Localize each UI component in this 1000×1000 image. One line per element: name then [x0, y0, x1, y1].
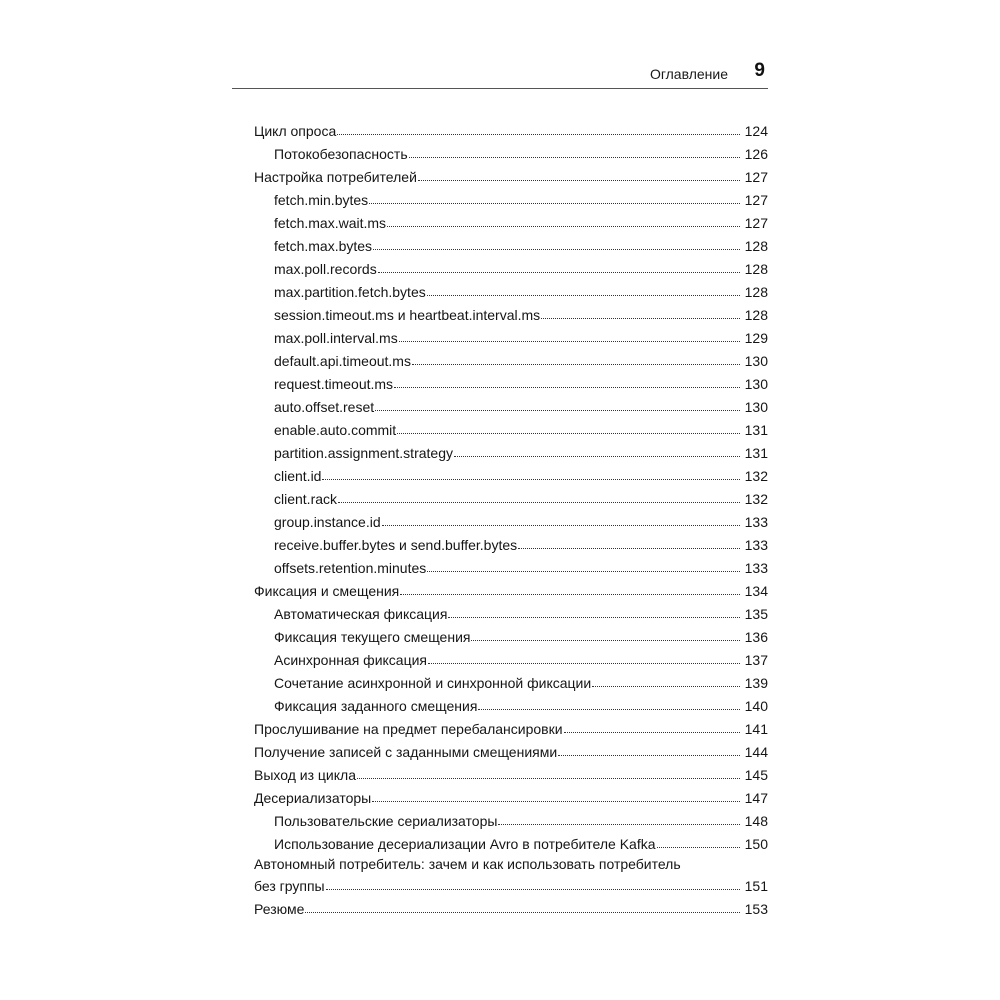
toc-entry [254, 392, 768, 415]
toc-entry-page: 128 [744, 307, 768, 323]
toc-entry-title: Пользовательские сериализаторы [274, 813, 498, 829]
toc-entry [254, 856, 768, 894]
dot-leader [427, 571, 740, 572]
dot-leader [326, 889, 740, 890]
toc-entry-title: Сочетание асинхронной и синхронной фиксации [274, 675, 592, 691]
toc-entry-title: default.api.timeout.ms [274, 353, 411, 369]
toc-entry-title: request.timeout.ms [274, 376, 394, 392]
toc-entry-page: 139 [744, 675, 768, 691]
toc-entry-title: partition.assignment.strategy [274, 445, 453, 461]
toc-entry-page: 153 [744, 901, 768, 917]
toc-entry-title: Автономный потребитель: зачем и как использовать потребитель [254, 856, 681, 872]
toc-entry-title: fetch.min.bytes [274, 192, 369, 208]
dot-leader [558, 755, 740, 756]
dot-leader [305, 912, 740, 913]
dot-leader [471, 640, 740, 641]
toc-entry-title: session.timeout.ms и heartbeat.interval.ms [274, 307, 541, 323]
toc-entry [254, 760, 768, 783]
dot-leader [412, 364, 740, 365]
toc-entry-page: 135 [744, 606, 768, 622]
toc-entry-page: 150 [744, 836, 768, 852]
toc-entry [254, 369, 768, 392]
toc-entry-page: 134 [744, 583, 768, 599]
toc-entry [254, 622, 768, 645]
toc-entry-title: fetch.max.wait.ms [274, 215, 387, 231]
dot-leader [454, 456, 740, 457]
toc-entry [254, 162, 768, 185]
toc-entry-page: 128 [744, 284, 768, 300]
toc-entry-page: 124 [744, 123, 768, 139]
toc-entry-title: auto.offset.reset [274, 399, 375, 415]
dot-leader [387, 226, 740, 227]
toc-entry-title-continued: без группы [254, 878, 325, 894]
toc-entry-page: 148 [744, 813, 768, 829]
toc-entry-page: 144 [744, 744, 768, 760]
toc-entry-page: 147 [744, 790, 768, 806]
dot-leader [427, 295, 740, 296]
toc-entry-page: 127 [744, 192, 768, 208]
toc-entry-page: 137 [744, 652, 768, 668]
toc-entry [254, 829, 768, 852]
toc-entry [254, 806, 768, 829]
running-header [232, 60, 768, 88]
toc-entry-title: Фиксация текущего смещения [274, 629, 471, 645]
toc-entry-title: Прослушивание на предмет перебалансировки [254, 721, 563, 737]
dot-leader [375, 410, 740, 411]
toc-entry-title: Десериализаторы [254, 790, 372, 806]
table-of-contents [254, 116, 768, 917]
toc-entry [254, 507, 768, 530]
toc-entry-page: 133 [744, 514, 768, 530]
toc-entry-title: Асинхронная фиксация [274, 652, 428, 668]
dot-leader [418, 180, 740, 181]
toc-entry [254, 668, 768, 691]
toc-entry [254, 300, 768, 323]
header-divider [232, 88, 768, 89]
toc-entry-title: offsets.retention.minutes [274, 560, 427, 576]
dot-leader [322, 479, 740, 480]
toc-entry-page: 151 [744, 878, 768, 894]
toc-entry-title: Резюме [254, 901, 305, 917]
dot-leader [498, 824, 740, 825]
toc-entry-title: receive.buffer.bytes и send.buffer.bytes [274, 537, 518, 553]
toc-entry [254, 254, 768, 277]
dot-leader [592, 686, 740, 687]
toc-entry-page: 133 [744, 537, 768, 553]
dot-leader [541, 318, 740, 319]
dot-leader [564, 732, 740, 733]
toc-entry-page: 129 [744, 330, 768, 346]
toc-entry-title: Получение записей с заданными смещениями [254, 744, 558, 760]
toc-entry-page: 145 [744, 767, 768, 783]
dot-leader [369, 203, 740, 204]
dot-leader [448, 617, 740, 618]
toc-entry-title: group.instance.id [274, 514, 381, 530]
toc-entry-page: 131 [744, 445, 768, 461]
toc-entry-title: Фиксация и смещения [254, 583, 400, 599]
dot-leader [382, 525, 740, 526]
dot-leader [397, 433, 740, 434]
toc-entry-page: 127 [744, 215, 768, 231]
dot-leader [394, 387, 740, 388]
toc-entry [254, 894, 768, 917]
toc-entry-page: 130 [744, 353, 768, 369]
toc-entry [254, 116, 768, 139]
dot-leader [428, 663, 740, 664]
toc-entry [254, 691, 768, 714]
toc-entry-title: Фиксация заданного смещения [274, 698, 478, 714]
dot-leader [409, 157, 740, 158]
toc-entry-page: 141 [744, 721, 768, 737]
toc-entry-page: 132 [744, 491, 768, 507]
toc-entry-title: Автоматическая фиксация [274, 606, 448, 622]
toc-entry-page: 128 [744, 238, 768, 254]
dot-leader [372, 801, 740, 802]
toc-entry [254, 599, 768, 622]
dot-leader [338, 502, 740, 503]
toc-entry [254, 438, 768, 461]
toc-entry-title: fetch.max.bytes [274, 238, 373, 254]
dot-leader [400, 594, 740, 595]
dot-leader [478, 709, 740, 710]
toc-entry [254, 346, 768, 369]
toc-entry [254, 737, 768, 760]
toc-entry-page: 130 [744, 399, 768, 415]
toc-entry-title: client.rack [274, 491, 338, 507]
dot-leader [399, 341, 740, 342]
toc-entry [254, 277, 768, 300]
dot-leader [657, 847, 741, 848]
toc-entry-title: Потокобезопасность [274, 146, 408, 162]
toc-entry [254, 553, 768, 576]
toc-entry-page: 126 [744, 146, 768, 162]
toc-entry [254, 461, 768, 484]
toc-entry-title: Использование десериализации Avro в потребителе Kafka [274, 836, 656, 852]
toc-entry-title: Цикл опроса [254, 123, 337, 139]
toc-entry-page: 130 [744, 376, 768, 392]
toc-entry [254, 645, 768, 668]
dot-leader [373, 249, 740, 250]
toc-entry-page: 128 [744, 261, 768, 277]
toc-entry [254, 576, 768, 599]
dot-leader [378, 272, 740, 273]
dot-leader [357, 778, 740, 779]
toc-entry [254, 185, 768, 208]
toc-entry-page: 132 [744, 468, 768, 484]
toc-entry [254, 484, 768, 507]
dot-leader [337, 134, 740, 135]
toc-entry [254, 231, 768, 254]
toc-entry [254, 530, 768, 553]
toc-entry-title: client.id [274, 468, 322, 484]
toc-entry-page: 140 [744, 698, 768, 714]
toc-entry [254, 415, 768, 438]
toc-entry-title: max.poll.records [274, 261, 377, 277]
toc-entry [254, 323, 768, 346]
toc-entry-page: 127 [744, 169, 768, 185]
toc-entry [254, 783, 768, 806]
toc-entry-page: 131 [744, 422, 768, 438]
toc-entry-page: 136 [744, 629, 768, 645]
toc-entry [254, 139, 768, 162]
toc-entry [254, 208, 768, 231]
toc-entry-page: 133 [744, 560, 768, 576]
toc-entry-title: enable.auto.commit [274, 422, 397, 438]
toc-entry-title: Выход из цикла [254, 767, 356, 783]
toc-entry [254, 714, 768, 737]
page-number: 9 [754, 60, 765, 81]
running-header-title: Оглавление [649, 66, 728, 82]
toc-entry-title: Настройка потребителей [254, 169, 417, 185]
dot-leader [518, 548, 740, 549]
toc-entry-title: max.poll.interval.ms [274, 330, 398, 346]
toc-entry-title: max.partition.fetch.bytes [274, 284, 426, 300]
